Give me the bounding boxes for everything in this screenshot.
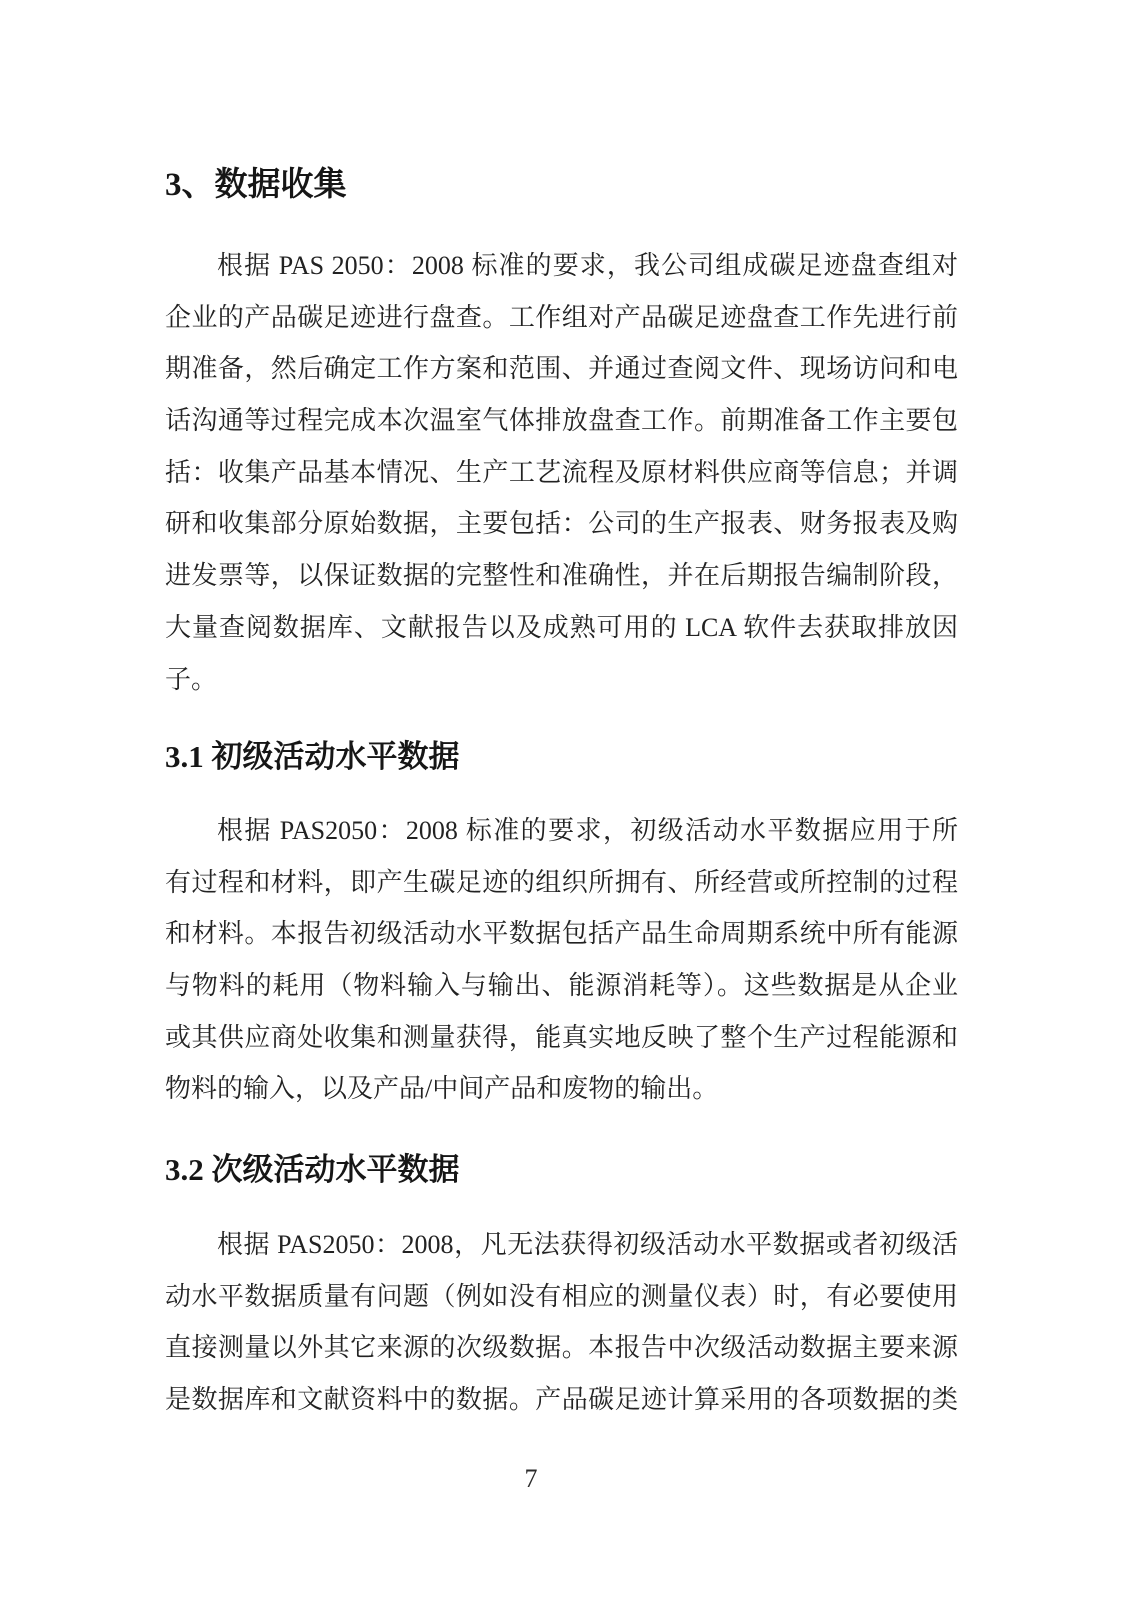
text-line: 动水平数据质量有问题（例如没有相应的测量仪表）时，有必要使用	[165, 1281, 958, 1311]
text-line: 是数据库和文献资料中的数据。产品碳足迹计算采用的各项数据的类	[165, 1385, 958, 1415]
text-line: 根据 PAS2050：2008 标准的要求，初级活动水平数据应用于所	[217, 816, 958, 845]
heading-3-1-primary-activity-data: 3.1 初级活动水平数据	[165, 739, 460, 774]
text-line: 期准备，然后确定工作方案和范围、并通过查阅文件、现场访问和电	[165, 354, 958, 384]
text-line: 括：收集产品基本情况、生产工艺流程及原材料供应商等信息；并调	[165, 457, 958, 487]
paragraph-data-collection	[165, 240, 958, 705]
text-line: 根据 PAS 2050：2008 标准的要求，我公司组成碳足迹盘查组对	[217, 251, 958, 280]
text-line: 有过程和材料，即产生碳足迹的组织所拥有、所经营或所控制的过程	[165, 867, 958, 897]
text-line: 物料的输入，以及产品/中间产品和废物的输出。	[165, 1074, 719, 1104]
text-line: 研和收集部分原始数据，主要包括：公司的生产报表、财务报表及购	[165, 509, 958, 539]
text-line: 根据 PAS2050：2008，凡无法获得初级活动水平数据或者初级活	[217, 1230, 958, 1259]
text-line: 企业的产品碳足迹进行盘查。工作组对产品碳足迹盘查工作先进行前	[165, 302, 958, 332]
text-line: 与物料的耗用（物料输入与输出、能源消耗等）。这些数据是从企业	[165, 971, 958, 1001]
heading-3-2-secondary-activity-data: 3.2 次级活动水平数据	[165, 1152, 460, 1187]
text-line: 和材料。本报告初级活动水平数据包括产品生命周期系统中所有能源	[165, 919, 958, 949]
text-line: 或其供应商处收集和测量获得，能真实地反映了整个生产过程能源和	[165, 1022, 958, 1052]
text-line: 大量查阅数据库、文献报告以及成熟可用的 LCA 软件去获取排放因	[165, 612, 958, 642]
page-number: 7	[524, 1464, 538, 1493]
text-line: 进发票等，以保证数据的完整性和准确性，并在后期报告编制阶段，	[165, 561, 958, 591]
paragraph-secondary-activity-data	[165, 1219, 958, 1426]
heading-3-data-collection: 3、数据收集	[165, 167, 347, 203]
paragraph-primary-activity-data	[165, 805, 958, 1115]
text-line: 直接测量以外其它来源的次级数据。本报告中次级活动数据主要来源	[165, 1333, 958, 1363]
text-line: 子。	[165, 664, 218, 694]
text-line: 话沟通等过程完成本次温室气体排放盘查工作。前期准备工作主要包	[165, 406, 958, 436]
